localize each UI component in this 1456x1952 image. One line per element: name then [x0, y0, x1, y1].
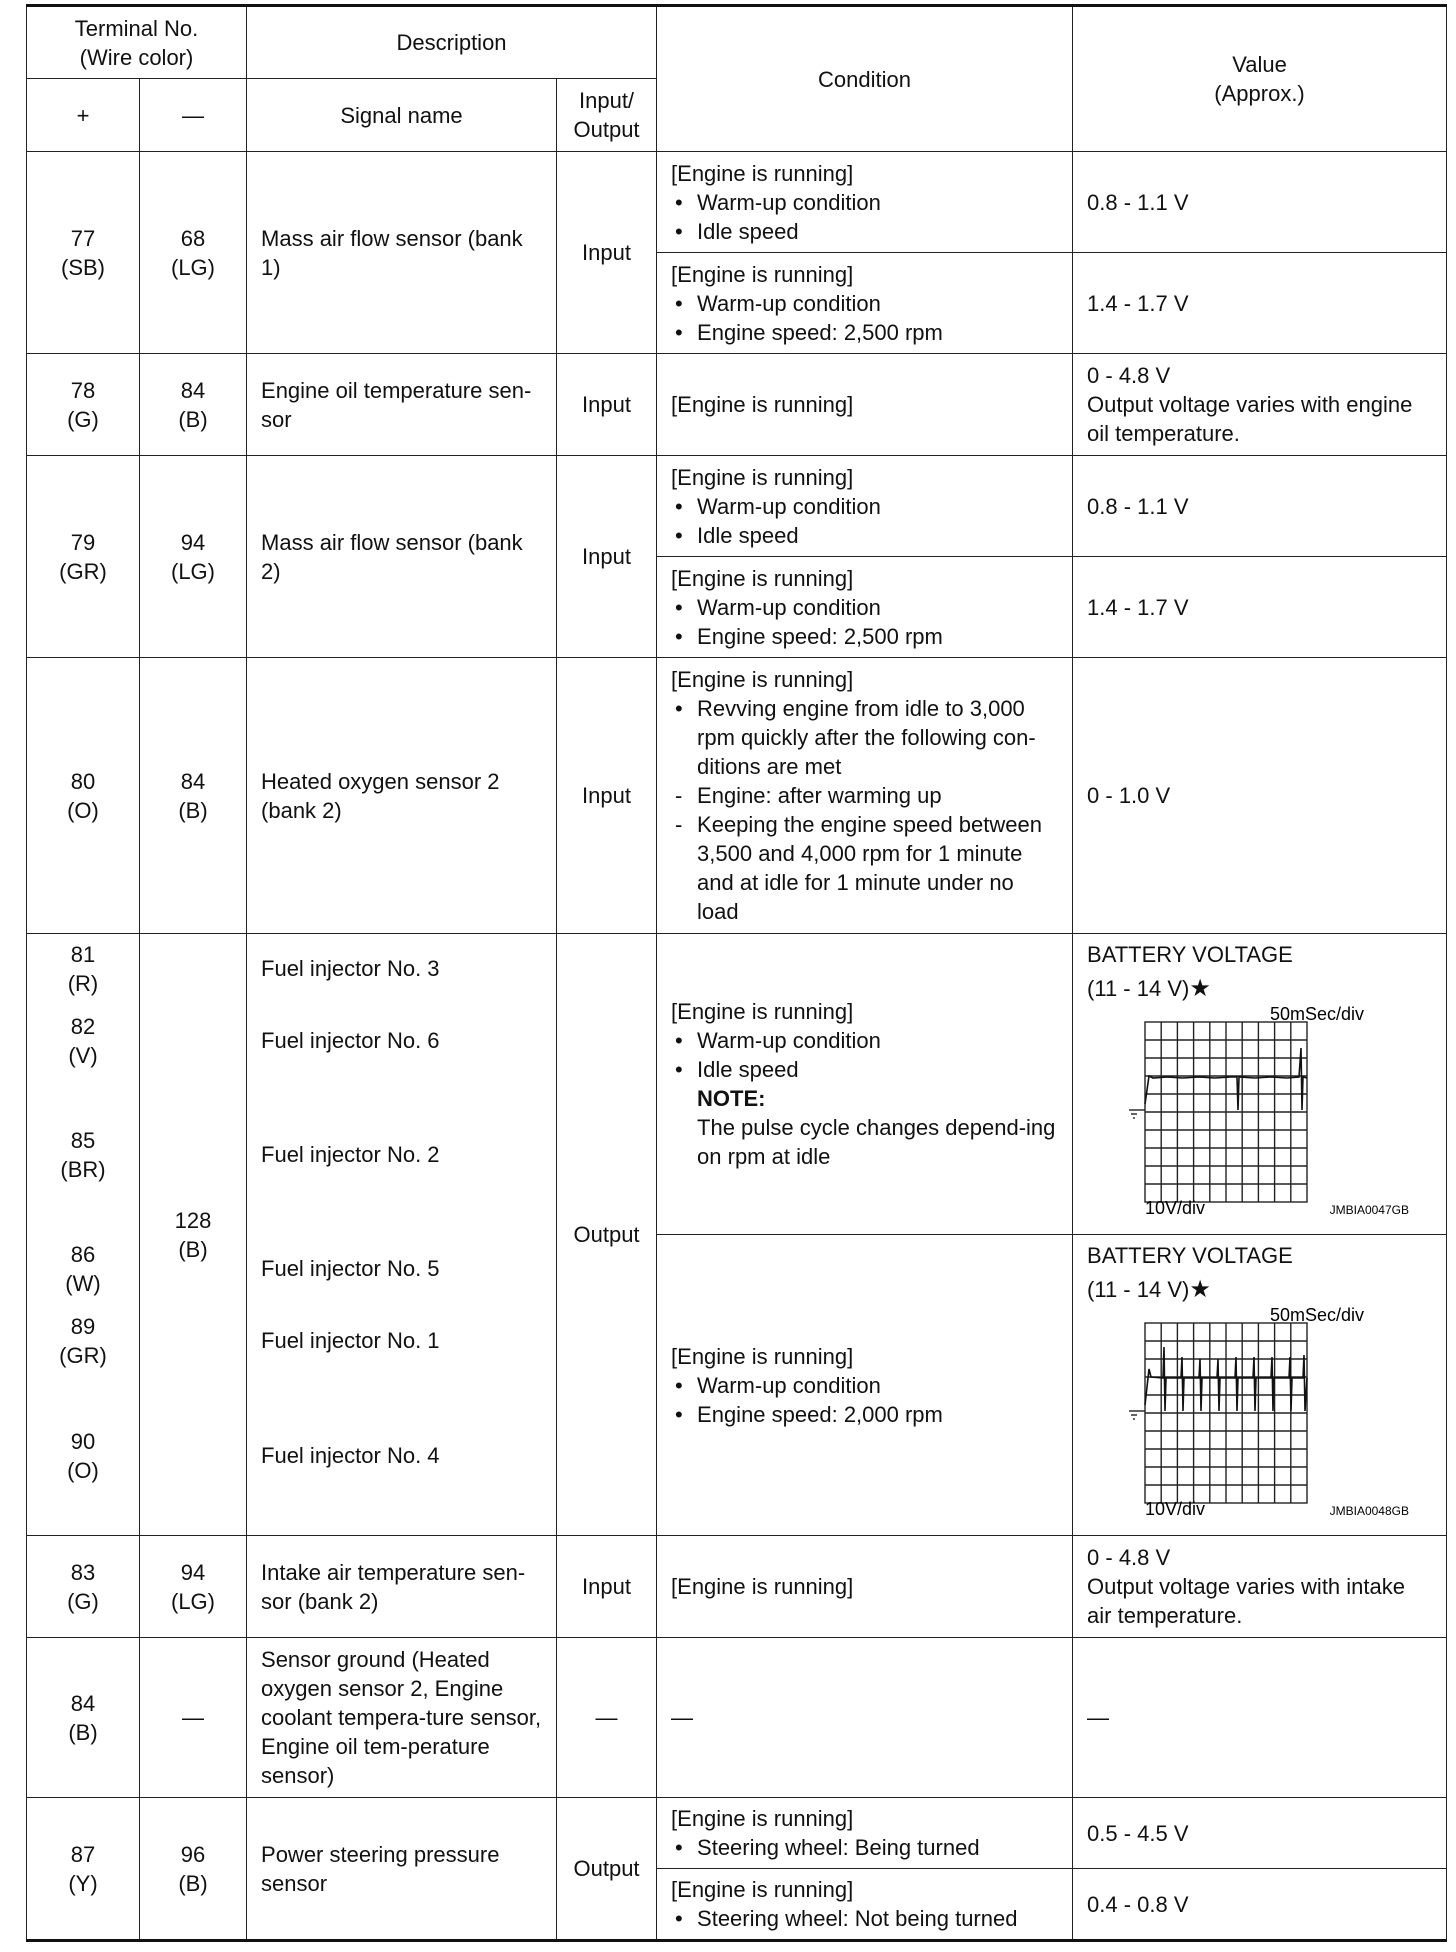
condition-head: [Engine is running] — [671, 464, 854, 490]
value-range: 0 - 4.8 V — [1087, 1545, 1171, 1570]
io-type: Output — [557, 934, 657, 1536]
header-terminal — [27, 6, 247, 79]
terminal-minus — [140, 1536, 247, 1638]
condition-bullet: • Warm-up condition — [671, 492, 1058, 521]
value-range: 0 - 4.8 V — [1087, 363, 1171, 388]
figure-id: JMBIA0048GB — [1329, 1504, 1410, 1517]
header-signal-name: Signal name — [247, 79, 557, 152]
terminal-number: 82 — [70, 1014, 96, 1039]
wire-color: (LG) — [171, 254, 215, 280]
io-type: Input — [557, 1536, 657, 1638]
wire-color: (LG) — [171, 1588, 215, 1614]
io-type: Input — [557, 658, 657, 934]
header-input-label: Input/ — [579, 88, 635, 113]
wire-color: (SB) — [61, 254, 105, 280]
io-type: — — [557, 1638, 657, 1798]
terminal-minus: — — [140, 1638, 247, 1798]
signal-name: Fuel injector No. 1 — [261, 1328, 440, 1353]
io-type: Input — [557, 152, 657, 354]
injector-terminal — [41, 1312, 125, 1370]
condition-cell — [657, 658, 1073, 934]
header-io — [557, 79, 657, 152]
header-plus: + — [27, 79, 140, 152]
header-wire-color-label: (Wire color) — [79, 44, 194, 70]
condition-head: [Engine is running] — [671, 1877, 854, 1902]
terminal-number: 86 — [70, 1242, 96, 1267]
note-text: The pulse cycle changes depend-ing on rpm at idle — [697, 1115, 1056, 1169]
wire-color: (GR) — [59, 1343, 107, 1368]
condition-bullet: • Engine speed: 2,000 rpm — [671, 1400, 1058, 1429]
voltage-range-text: (11 - 14 V) — [1087, 976, 1190, 1001]
condition-head: [Engine is running] — [671, 261, 854, 287]
wire-color: (G) — [67, 406, 99, 432]
wire-color: (B) — [68, 1719, 98, 1745]
header-approx-label: (Approx.) — [1214, 81, 1305, 106]
header-minus: — — [140, 79, 247, 152]
table-row — [27, 934, 1447, 1235]
timebase-label: 50mSec/div — [1270, 1307, 1365, 1325]
value-cell: 1.4 - 1.7 V — [1073, 253, 1447, 354]
terminal-number: 84 — [70, 1690, 96, 1716]
oscilloscope-waveform-2000rpm — [1087, 1307, 1433, 1517]
io-type: Input — [557, 456, 657, 658]
terminal-number: 68 — [180, 225, 206, 251]
terminal-table — [26, 4, 1447, 1942]
condition-bullet: • Warm-up condition — [671, 188, 1058, 217]
condition-head: [Engine is running] — [671, 667, 854, 692]
timebase-label: 50mSec/div — [1270, 1006, 1365, 1024]
header-output-label: Output — [573, 117, 640, 142]
ground-icon — [1129, 1411, 1145, 1419]
oscilloscope-grid — [1145, 1022, 1307, 1202]
signal-name: Fuel injector No. 6 — [261, 1028, 440, 1053]
terminal-table-sheet — [26, 4, 1446, 1942]
wire-color: (B) — [178, 406, 208, 432]
signal-name: Heated oxygen sensor 2 (bank 2) — [247, 658, 557, 934]
wire-color: (B) — [178, 1236, 208, 1262]
terminal-minus — [140, 1798, 247, 1941]
condition-head: [Engine is running] — [671, 1343, 854, 1369]
terminal-plus-group — [27, 934, 140, 1536]
wire-color: (BR) — [60, 1157, 106, 1182]
condition-bullet: • Warm-up condition — [671, 289, 1058, 318]
condition-head: [Engine is running] — [671, 160, 854, 186]
signal-name: Mass air flow sensor (bank 1) — [247, 152, 557, 354]
injector-terminal — [41, 1427, 125, 1485]
wire-color: (V) — [68, 1043, 98, 1068]
signal-name: Fuel injector No. 2 — [261, 1142, 440, 1167]
value-cell: 0 - 1.0 V — [1073, 658, 1447, 934]
wire-color: (O) — [67, 797, 99, 823]
value-cell: 0.8 - 1.1 V — [1073, 152, 1447, 253]
condition-bullet: • Steering wheel: Not being turned — [671, 1904, 1058, 1933]
condition-dash-item: - Engine: after warming up — [671, 781, 1058, 810]
terminal-number: 96 — [180, 1841, 206, 1867]
header-value — [1073, 6, 1447, 152]
wire-color: (R) — [67, 971, 99, 996]
terminal-minus — [140, 152, 247, 354]
terminal-number: 77 — [70, 225, 96, 251]
terminal-minus — [140, 354, 247, 456]
terminal-number: 78 — [70, 377, 96, 403]
header-condition: Condition — [657, 6, 1073, 152]
terminal-number: 79 — [70, 529, 96, 555]
value-cell: 0.8 - 1.1 V — [1073, 456, 1447, 557]
table-row — [27, 1536, 1447, 1638]
condition-head: [Engine is running] — [671, 1806, 854, 1831]
oscilloscope-grid — [1145, 1323, 1307, 1503]
value-cell: — — [1073, 1638, 1447, 1798]
star-icon: ★ — [1189, 1276, 1211, 1303]
wire-color: (B) — [178, 797, 208, 823]
figure-id: JMBIA0047GB — [1329, 1203, 1410, 1216]
io-type: Output — [557, 1798, 657, 1941]
terminal-number: 94 — [180, 1559, 206, 1585]
terminal-plus — [27, 1536, 140, 1638]
terminal-number: 87 — [70, 1841, 96, 1867]
condition-cell — [657, 557, 1073, 658]
condition-cell — [657, 253, 1073, 354]
signal-name: Mass air flow sensor (bank 2) — [247, 456, 557, 658]
voltage-range — [1087, 1273, 1432, 1307]
terminal-number: 81 — [70, 942, 96, 967]
header-terminal-label: Terminal No. — [74, 15, 199, 41]
condition-bullet: • Warm-up condition — [671, 1026, 1058, 1055]
injector-terminal — [41, 1240, 125, 1298]
condition-cell — [657, 1869, 1073, 1941]
table-row — [27, 1798, 1447, 1869]
terminal-number: 89 — [70, 1314, 96, 1339]
terminal-plus — [27, 658, 140, 934]
battery-voltage-label: BATTERY VOLTAGE — [1087, 942, 1293, 967]
signal-name: Fuel injector No. 3 — [261, 956, 440, 981]
waveform-figure — [1087, 1006, 1432, 1216]
condition-cell: — — [657, 1638, 1073, 1798]
vdiv-label: 10V/div — [1145, 1499, 1206, 1517]
value-cell — [1073, 354, 1447, 456]
terminal-plus — [27, 152, 140, 354]
table-row — [27, 152, 1447, 253]
condition-cell — [657, 1798, 1073, 1869]
header-value-label: Value — [1232, 52, 1287, 77]
wire-color: (B) — [178, 1870, 208, 1896]
signal-name: Intake air temperature sen-sor (bank 2) — [247, 1536, 557, 1638]
header-description: Description — [247, 6, 657, 79]
condition-bullet: • Engine speed: 2,500 rpm — [671, 318, 1058, 347]
wire-color: (G) — [67, 1588, 99, 1614]
condition-cell: [Engine is running] — [657, 354, 1073, 456]
injector-terminal — [41, 940, 125, 998]
table-row — [27, 354, 1447, 456]
wire-color: (W) — [65, 1271, 101, 1296]
terminal-minus — [140, 934, 247, 1536]
terminal-number: 83 — [70, 1559, 96, 1585]
terminal-number: 90 — [70, 1429, 96, 1454]
signal-name: Fuel injector No. 5 — [261, 1256, 440, 1281]
terminal-number: 84 — [180, 768, 206, 794]
signal-name: Power steering pressure sensor — [247, 1798, 557, 1941]
value-cell: 1.4 - 1.7 V — [1073, 557, 1447, 658]
condition-bullet: • Idle speed — [671, 1055, 1058, 1084]
signal-name-group — [247, 934, 557, 1536]
value-note: Output voltage varies with intake air temperature. — [1087, 1574, 1405, 1628]
value-cell — [1073, 934, 1447, 1235]
condition-head: [Engine is running] — [671, 999, 854, 1024]
terminal-number: 128 — [174, 1207, 212, 1233]
value-cell — [1073, 1536, 1447, 1638]
star-icon: ★ — [1189, 975, 1211, 1002]
signal-name: Fuel injector No. 4 — [261, 1443, 440, 1468]
value-cell — [1073, 1235, 1447, 1536]
waveform-figure — [1087, 1307, 1432, 1517]
ground-icon — [1129, 1110, 1145, 1118]
condition-bullet: • Warm-up condition — [671, 1371, 1058, 1400]
condition-cell — [657, 456, 1073, 557]
condition-cell: [Engine is running] — [657, 1536, 1073, 1638]
terminal-plus — [27, 1638, 140, 1798]
condition-bullet: • Warm-up condition — [671, 593, 1058, 622]
battery-voltage-label: BATTERY VOLTAGE — [1087, 1243, 1293, 1268]
voltage-range — [1087, 972, 1432, 1006]
table-row — [27, 1638, 1447, 1798]
vdiv-label: 10V/div — [1145, 1198, 1206, 1216]
table-row — [27, 658, 1447, 934]
condition-bullet: • Steering wheel: Being turned — [671, 1833, 1058, 1862]
terminal-minus — [140, 658, 247, 934]
injector-terminal — [41, 1126, 125, 1184]
condition-head: [Engine is running] — [671, 565, 854, 591]
terminal-number: 84 — [180, 377, 206, 403]
io-type: Input — [557, 354, 657, 456]
voltage-range-text: (11 - 14 V) — [1087, 1277, 1190, 1302]
condition-bullet: • Idle speed — [671, 217, 1058, 246]
condition-cell — [657, 934, 1073, 1235]
condition-cell — [657, 152, 1073, 253]
condition-dash-item: - Keeping the engine speed between 3,500 and 4,000 rpm for 1 minute and at idle for 1 minute under no load — [671, 810, 1058, 926]
terminal-number: 94 — [180, 529, 206, 555]
terminal-number: 80 — [70, 768, 96, 794]
note-heading: NOTE: — [697, 1086, 766, 1111]
wire-color: (Y) — [68, 1870, 98, 1896]
condition-bullet: • Revving engine from idle to 3,000 rpm quickly after the following con-ditions are met — [671, 694, 1058, 781]
signal-name: Engine oil temperature sen-sor — [247, 354, 557, 456]
wire-color: (LG) — [171, 558, 215, 584]
terminal-minus — [140, 456, 247, 658]
oscilloscope-waveform-idle — [1087, 1006, 1433, 1216]
wire-color: (O) — [67, 1458, 99, 1483]
signal-name: Sensor ground (Heated oxygen sensor 2, Engine coolant tempera-ture sensor, Engine oil tem-perature sensor) — [247, 1638, 557, 1798]
table-row — [27, 456, 1447, 557]
condition-bullet: • Engine speed: 2,500 rpm — [671, 622, 1058, 651]
terminal-plus — [27, 354, 140, 456]
terminal-plus — [27, 456, 140, 658]
terminal-number: 85 — [70, 1128, 96, 1153]
value-note: Output voltage varies with engine oil temperature. — [1087, 392, 1413, 446]
injector-terminal — [41, 1012, 125, 1070]
condition-cell — [657, 1235, 1073, 1536]
wire-color: (GR) — [59, 558, 107, 584]
condition-bullet: • Idle speed — [671, 521, 1058, 550]
terminal-plus — [27, 1798, 140, 1941]
value-cell: 0.4 - 0.8 V — [1073, 1869, 1447, 1941]
value-cell: 0.5 - 4.5 V — [1073, 1798, 1447, 1869]
